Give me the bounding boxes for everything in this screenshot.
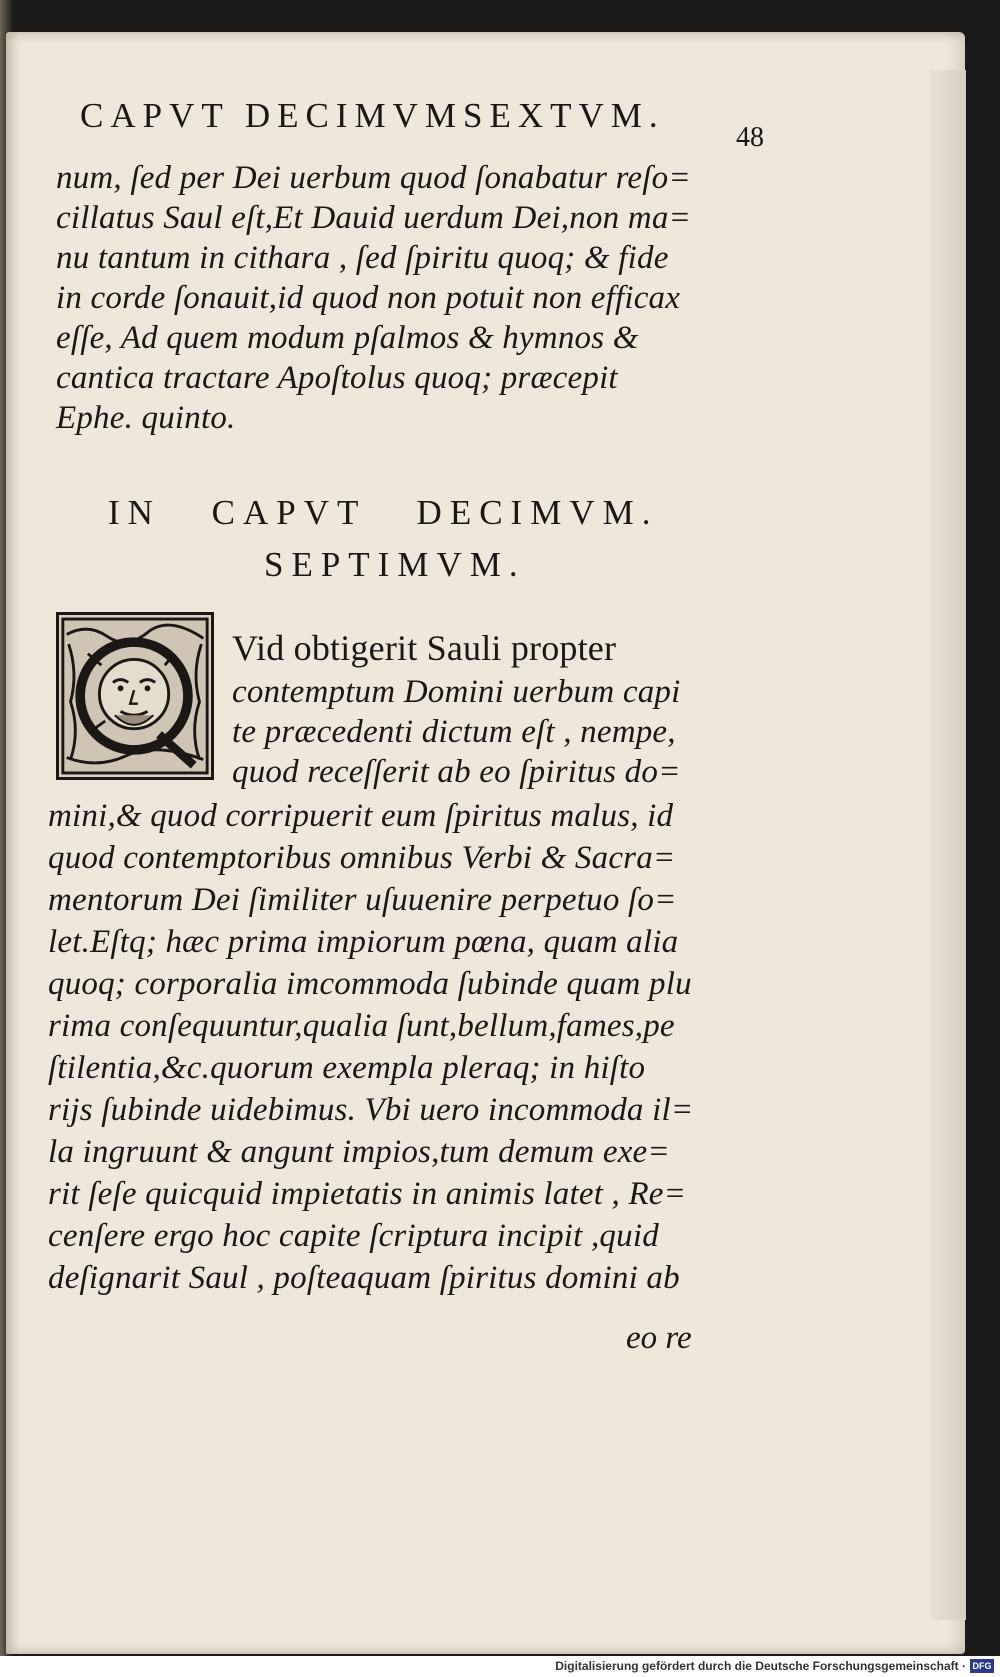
page-edge-shadow [930, 70, 966, 1620]
text-line: num, ſed per Dei uerbum quod ſonabatur reſo= [56, 160, 691, 196]
dfg-logo-icon: DFG [970, 1659, 994, 1673]
text-line: rijs ſubinde uidebimus. Vbi uero incommoda il= [48, 1092, 694, 1128]
text-line: eſſe, Ad quem modum pſalmos & hymnos & [56, 320, 639, 356]
chapter-title-line: SEPTIMVM. [264, 545, 526, 584]
chapter-title-line: IN CAPVT DECIMVM. [108, 493, 659, 532]
text-line: cantica tractare Apoſtolus quoq; præcepit [56, 360, 618, 396]
text-line: mini,& quod corripuerit eum ſpiritus malus, id [48, 798, 674, 834]
text-line: la ingruunt & angunt impios,tum demum exe= [48, 1134, 670, 1170]
text-line: cenſere ergo hoc capite ſcriptura incipit ,quid [48, 1218, 659, 1254]
footer-credit: Digitalisierung gefördert durch die Deutsche Forschungsgemeinschaft · [555, 1659, 966, 1673]
text-line: let.Eſtq; hæc prima impiorum pœna, quam alia [48, 924, 679, 960]
text-line: te præcedenti dictum eſt , nempe, [232, 714, 676, 750]
catchword: eo re [626, 1320, 692, 1356]
running-head: CAPVT DECIMVMSEXTVM. [80, 96, 665, 135]
page-number: 48 [736, 122, 764, 153]
text-line: deſignarit Saul , poſteaquam ſpiritus domini ab [48, 1260, 680, 1296]
text-line: quoq; corporalia imcommoda ſubinde quam plu [48, 966, 692, 1002]
decorated-initial-q-icon [56, 612, 214, 780]
text-line: rima conſequuntur,qualia ſunt,bellum,fames,pe [48, 1008, 675, 1044]
text-line: quod contemptoribus omnibus Verbi & Sacra= [48, 840, 676, 876]
text-line: nu tantum in cithara , ſed ſpiritu quoq; & fide [56, 240, 669, 276]
text-line: cillatus Saul eſt,Et Dauid uerdum Dei,non ma= [56, 200, 691, 236]
text-line: rit ſeſe quicquid impietatis in animis latet , Re= [48, 1176, 687, 1212]
text-line: mentorum Dei ſimiliter uſuuenire perpetuo ſo= [48, 882, 677, 918]
text-line: Ephe. quinto. [56, 400, 236, 436]
text-line: Vid obtigerit Sauli propter [232, 628, 617, 668]
chapter-title [108, 487, 668, 591]
footer-bar [0, 1656, 1000, 1677]
text-line: ſtilentia,&c.quorum exempla pleraq; in hiſto [48, 1050, 646, 1086]
text-line: contemptum Domini uerbum capi [232, 674, 681, 710]
text-line: in corde ſonauit,id quod non potuit non efficax [56, 280, 681, 316]
text-line: quod receſſerit ab eo ſpiritus do= [232, 754, 681, 790]
